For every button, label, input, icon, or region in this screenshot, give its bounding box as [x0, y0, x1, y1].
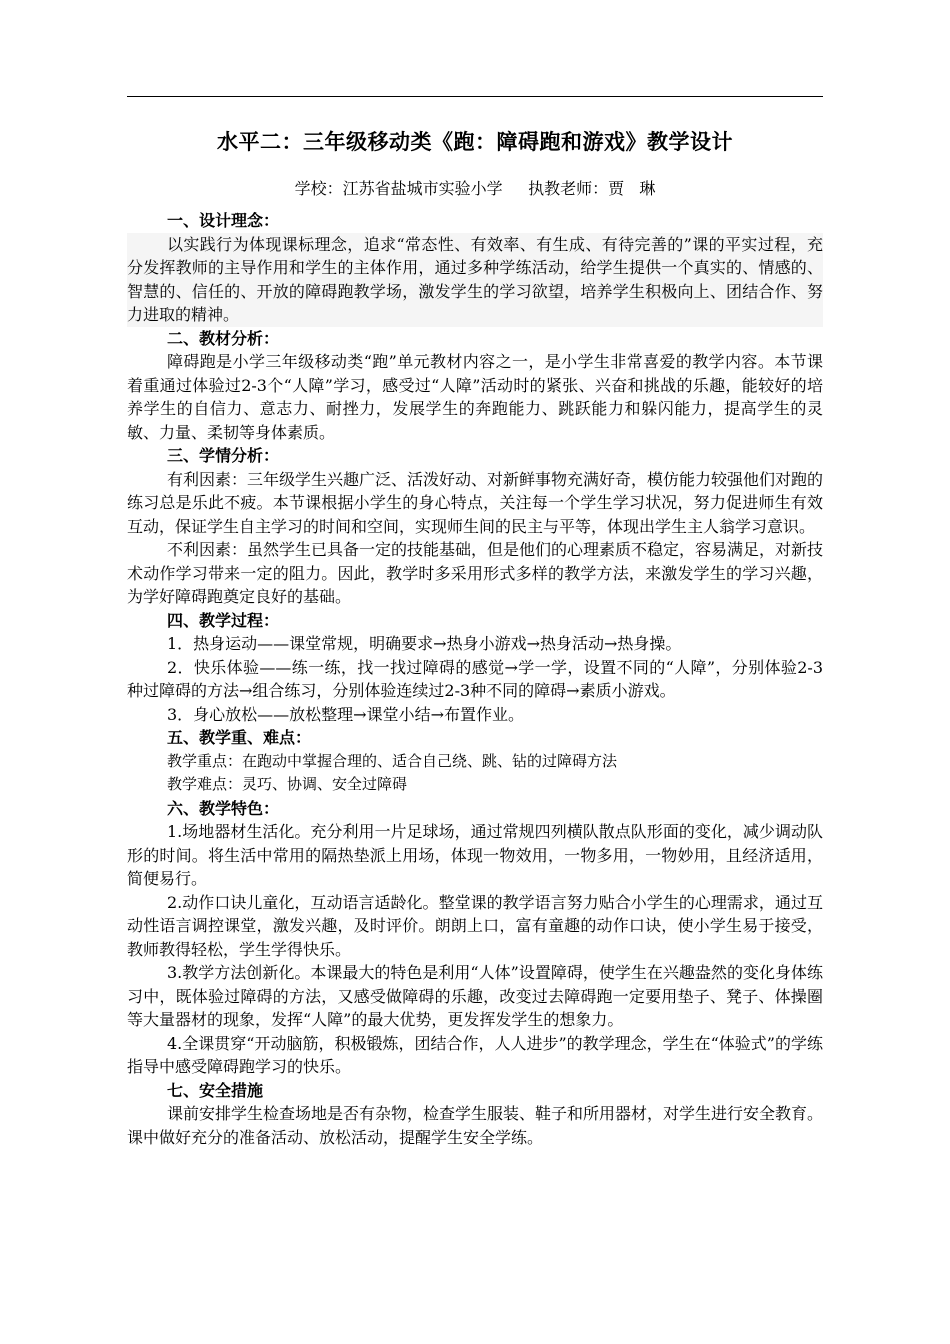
paragraph: 不利因素：虽然学生已具备一定的技能基础，但是他们的心理素质不稳定，容易满足，对新技术动作学习带来一定的阻力。因此，教学时多采用形式多样的教学方法，来激发学生的学习兴趣，为学好障碍跑奠定良好的基础。: [127, 540, 824, 606]
author-byline: 学校：江苏省盐城市实验小学 执教老师：贾 琳: [294, 179, 656, 198]
section-heading-student-analysis: 三、学情分析：: [167, 446, 280, 465]
difficult-point-text: 教学难点：灵巧、协调、安全过障碍: [167, 775, 408, 793]
paragraph: 有利因素：三年级学生兴趣广泛、活泼好动、对新鲜事物充满好奇，模仿能力较强他们对跑的练习总是乐此不疲。本节课根据小学生的身心特点，关注每一个学生学习状况，努力促进师生有效互动，保证学生自主学习的时间和空间，实现师生间的民主与平等，体现出学生主人翁学习意识。: [127, 469, 824, 536]
section-heading-safety: 七、安全措施: [167, 1080, 264, 1100]
section-heading-key-points: 五、教学重、难点：: [167, 728, 312, 747]
section-heading-features: 六、教学特色：: [167, 798, 280, 818]
list-item: 1．热身运动——课堂常规，明确要求→热身小游戏→热身活动→热身操。: [167, 634, 682, 653]
section-heading-design-concept: 一、设计理念：: [167, 211, 280, 230]
paragraph: 障碍跑是小学三年级移动类“跑”单元教材内容之一，是小学生非常喜爱的教学内容。本节课着重通过体验过2-3个“人障”学习，感受过“人障”活动时的紧张、兴奋和挑战的乐趣，能较好的培养学生的自信力、意志力、耐挫力，发展学生的奔跑能力、跳跃能力和躲闪能力，提高学生的灵敏、力量、柔韧等身体素质。: [127, 352, 823, 442]
list-item: 1.场地器材生活化。充分利用一片足球场，通过常规四列横队散点队形面的变化，减少调动队形的时间。将生活中常用的隔热垫派上用场，体现一物效用，一物多用，一物妙用，且经济适用，简便易行。: [127, 822, 823, 888]
paragraph: 课前安排学生检查场地是否有杂物，检查学生服装、鞋子和所用器材，对学生进行安全教育。课中做好充分的准备活动、放松活动，提醒学生安全学练。: [127, 1104, 824, 1147]
list-item: 2.动作口诀儿童化，互动语言适龄化。整堂课的教学语言努力贴合小学生的心理需求，通过互动性语言调控课堂，激发兴趣，及时评价。朗朗上口，富有童趣的动作口诀，使小学生易于接受，教师教得轻松，学生学得快乐。: [127, 892, 823, 959]
list-item: 3.教学方法创新化。本课最大的特色是利用“人体”设置障碍，使学生在兴趣盎然的变化身体练习中，既体验过障碍的方法，又感受做障碍的乐趣，改变过去障碍跑一定要用垫子、凳子、体操圈等大量器材的现象，发挥“人障”的最大优势，更发挥发学生的想象力。: [127, 963, 823, 1029]
document-title: 水平二：三年级移动类《跑：障碍跑和游戏》教学设计: [217, 130, 733, 154]
section-heading-teaching-process: 四、教学过程：: [167, 610, 280, 630]
list-item: 2．快乐体验——练一练，找一找过障碍的感觉→学一学，设置不同的“人障”，分别体验2-3种过障碍的方法→组合练习，分别体验连续过2-3种不同的障碍→素质小游戏。: [127, 657, 823, 700]
document-body: [127, 209, 823, 1149]
section-heading-material-analysis: 二、教材分析：: [167, 328, 280, 348]
paragraph: 以实践行为体现课标理念，追求“常态性、有效率、有生成、有待完善的”课的平实过程，充分发挥教师的主导作用和学生的主体作用，通过多种学练活动，给学生提供一个真实的、情感的、智慧的、信任的、开放的障碍跑教学场，激发学生的学习欲望，培养学生积极向上、团结合作、努力进取的精神。: [127, 233, 823, 327]
key-point-text: 教学重点：在跑动中掌握合理的、适合自己绕、跳、钻的过障碍方法: [167, 751, 618, 770]
list-item: 3．身心放松——放松整理→课堂小结→布置作业。: [167, 704, 524, 724]
list-item: 4.全课贯穿“开动脑筋，积极锻炼，团结合作，人人进步”的教学理念，学生在“体验式”的学练指导中感受障碍跑学习的快乐。: [127, 1033, 823, 1076]
header-rule: [127, 96, 823, 97]
